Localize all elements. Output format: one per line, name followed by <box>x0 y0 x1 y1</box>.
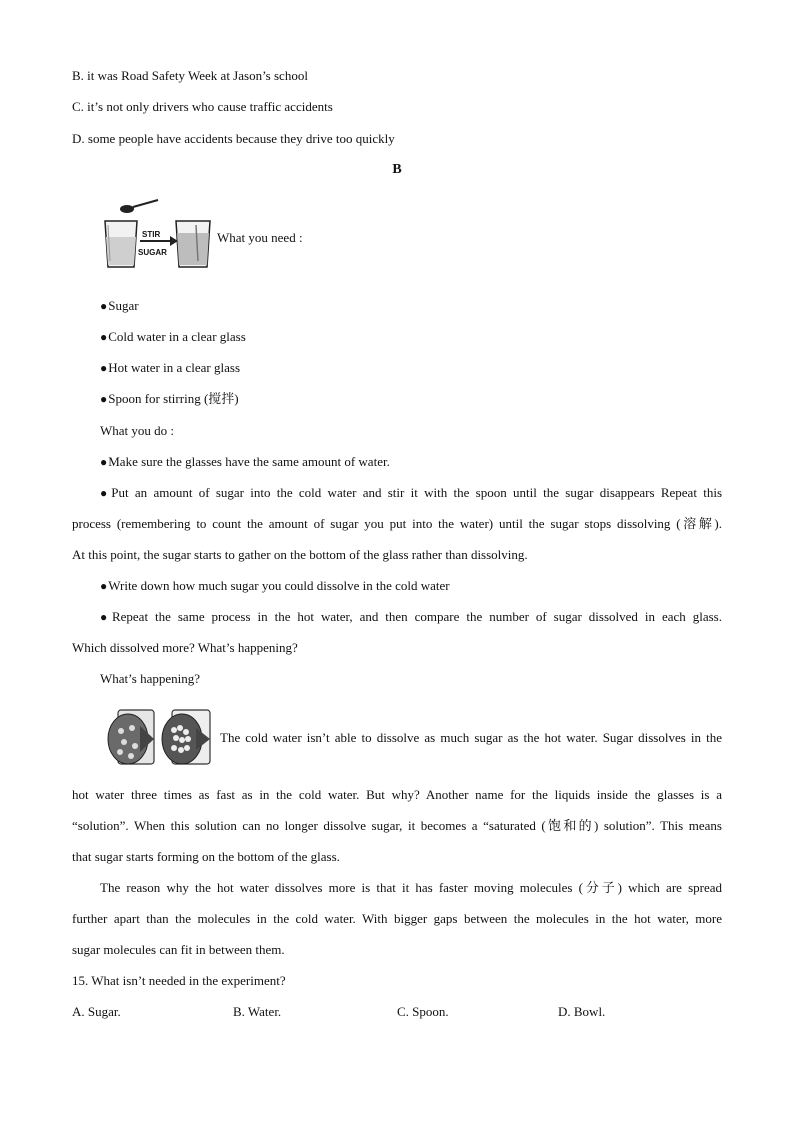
explain-line-4: that sugar starts forming on the bottom of the glass. <box>72 849 340 864</box>
happening-heading: What’s happening? <box>100 671 200 686</box>
section-title: B <box>392 162 402 177</box>
answer-option-a: A. Sugar. <box>72 1004 121 1019</box>
need-heading: What you need : <box>217 230 303 245</box>
need-item-hot-water: ● Hot water in a clear glass <box>100 360 240 376</box>
reason-line-3: sugar molecules can fit in between them. <box>72 942 285 957</box>
explain-line-3: “solution”. When this solution can no longer dissolve sugar, it becomes a “saturated (饱和的) solution”. This means <box>72 818 722 833</box>
spoon-icon <box>120 200 158 213</box>
option-c-line: C. it’s not only drivers who cause traffic accidents <box>72 99 333 114</box>
answer-option-b: B. Water. <box>233 1004 282 1019</box>
step-1: ● Make sure the glasses have the same amount of water. <box>100 454 390 470</box>
explain-line-2: hot water three times as fast as in the cold water. But why? Another name for the liquids inside the glasses is a <box>72 787 722 802</box>
step-4-line-2: Which dissolved more? What’s happening? <box>72 640 298 655</box>
option-d-line: D. some people have accidents because they drive too quickly <box>72 131 395 146</box>
glass-right-icon <box>176 221 210 267</box>
molecules-figure <box>104 706 216 768</box>
need-item-cold-water: ● Cold water in a clear glass <box>100 329 246 345</box>
sugar-label: SUGAR <box>138 248 167 257</box>
answer-option-c: C. Spoon. <box>397 1004 449 1019</box>
need-item-spoon: ● Spoon for stirring (搅拌) <box>100 391 239 407</box>
step-2-line-3: At this point, the sugar starts to gather on the bottom of the glass rather than dissolving. <box>72 547 528 562</box>
step-2-line-1: ● Put an amount of sugar into the cold water and stir it with the spoon until the sugar disappears Repeat this <box>100 485 722 501</box>
do-heading: What you do : <box>100 423 175 438</box>
glass-left-icon <box>105 221 137 267</box>
need-item-sugar: ● Sugar <box>100 298 139 314</box>
step-3: ● Write down how much sugar you could dissolve in the cold water <box>100 578 450 594</box>
explain-line-1: The cold water isn’t able to dissolve as much sugar as the hot water. Sugar dissolves in the <box>220 730 722 745</box>
answer-option-d: D. Bowl. <box>558 1004 606 1019</box>
stir-sugar-figure <box>100 195 215 271</box>
reason-line-1: The reason why the hot water dissolves more is that it has faster moving molecules (分子) which are spread <box>100 880 722 895</box>
cold-glass-icon <box>108 710 154 764</box>
step-4-line-1: ● Repeat the same process in the hot water, and then compare the number of sugar dissolved in each glass. <box>100 609 722 625</box>
stir-label: STIR <box>142 230 161 239</box>
reason-line-2: further apart than the molecules in the cold water. With bigger gaps between the molecules in the hot water, more <box>72 911 722 926</box>
question-stem: 15. What isn’t needed in the experiment? <box>72 973 286 988</box>
step-2-line-2: process (remembering to count the amount of sugar you put into the water) until the sugar stops dissolving (溶解). <box>72 516 722 531</box>
hot-glass-icon <box>162 710 210 764</box>
option-b-line: B. it was Road Safety Week at Jason’s school <box>72 68 308 83</box>
